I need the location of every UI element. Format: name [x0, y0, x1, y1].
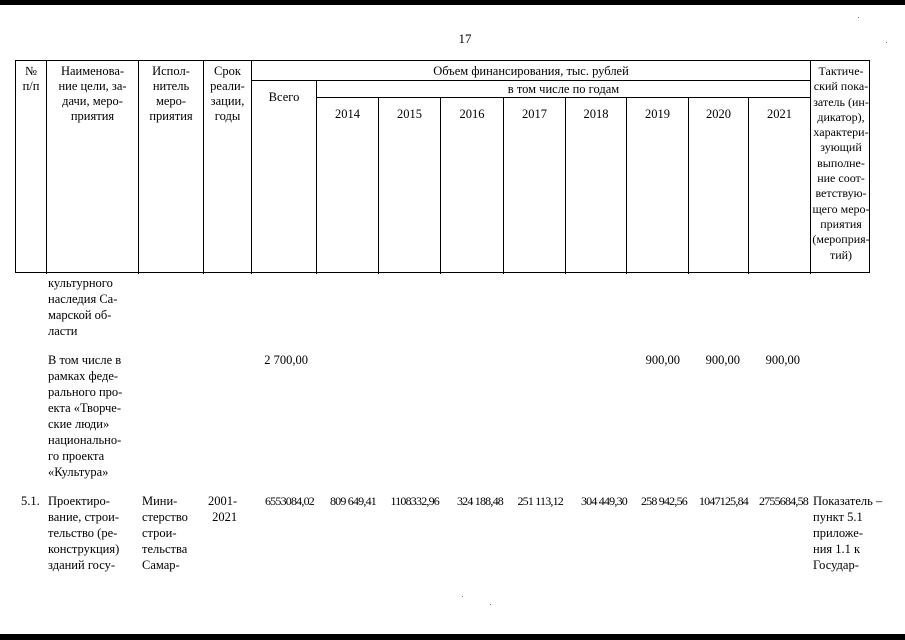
total-header: Всего — [268, 90, 300, 104]
row-5-1-2019: 258 942,56 — [640, 494, 687, 508]
indicator-header: Тактиче- ский пока- затель (ин- дикатор), характери- зующий выполне- ние соот- ветствую- щего меро- приятия (мероприя- тий) — [812, 64, 870, 262]
financing-header: Объем финансирования, тыс. рублей — [433, 64, 629, 78]
scan-speck — [858, 17, 859, 18]
year-2015: 2015 — [397, 107, 422, 121]
row-5-1-total: 6553084,02 — [264, 494, 314, 508]
scan-speck — [462, 596, 463, 597]
col-name-header: Наименова- ние цели, за- дачи, меро- приятия — [58, 64, 127, 123]
row-5-1-2016: 324 188,48 — [456, 494, 503, 508]
year-2020: 2020 — [706, 107, 731, 121]
continued-name-cell: культурного наследия Са- марской об- ласти — [48, 276, 118, 338]
row-5-1-2018: 304 449,30 — [580, 494, 627, 508]
row-5-1-2014: 809 649,41 — [329, 494, 376, 508]
row-5-1-number: 5.1. — [21, 494, 40, 508]
col-number-header: № п/п — [22, 64, 40, 93]
row-5-1-2021: 2755684,58 — [758, 494, 808, 508]
by-years-header: в том числе по годам — [507, 82, 620, 96]
row-5-1-indicator: Показатель – пункт 5.1 приложе- ния 1.1 к Государ- — [813, 494, 883, 572]
year-2018: 2018 — [583, 107, 609, 121]
col-term-header: Срок реали- зации, годы — [210, 64, 245, 123]
federal-2019: 900,00 — [645, 353, 680, 367]
top-border — [0, 0, 905, 5]
bottom-border — [0, 634, 905, 640]
year-2014: 2014 — [335, 107, 360, 121]
row-5-1-2017: 251 113,12 — [517, 494, 563, 508]
year-2019: 2019 — [645, 107, 670, 121]
row-5-1-2020: 1047125,84 — [698, 494, 748, 508]
page-number: 17 — [458, 31, 472, 46]
federal-2021: 900,00 — [765, 353, 800, 367]
year-2016: 2016 — [459, 107, 485, 121]
scan-speck — [490, 604, 491, 605]
table-header — [15, 60, 870, 273]
row-5-1-term: 2001- 2021 — [208, 494, 238, 524]
federal-2020: 900,00 — [705, 353, 740, 367]
col-executor-header: Испол- нитель меро- приятия — [149, 64, 193, 123]
row-5-1-executor: Мини- стерство строи- тельства Самар- — [142, 494, 188, 572]
federal-total: 2 700,00 — [264, 353, 308, 367]
row-5-1-name: Проектиро- вание, строи- тельство (ре- конструкция) зданий госу- — [48, 494, 120, 572]
row-5-1-2015: 1108332,96 — [390, 494, 439, 508]
federal-project-name-cell: В том числе в рамках феде- рального про- екта «Творче- ские люди» национально- го проекта «Культура» — [48, 353, 123, 479]
scan-speck — [886, 42, 887, 43]
year-2017: 2017 — [522, 107, 547, 121]
year-2021: 2021 — [767, 107, 792, 121]
